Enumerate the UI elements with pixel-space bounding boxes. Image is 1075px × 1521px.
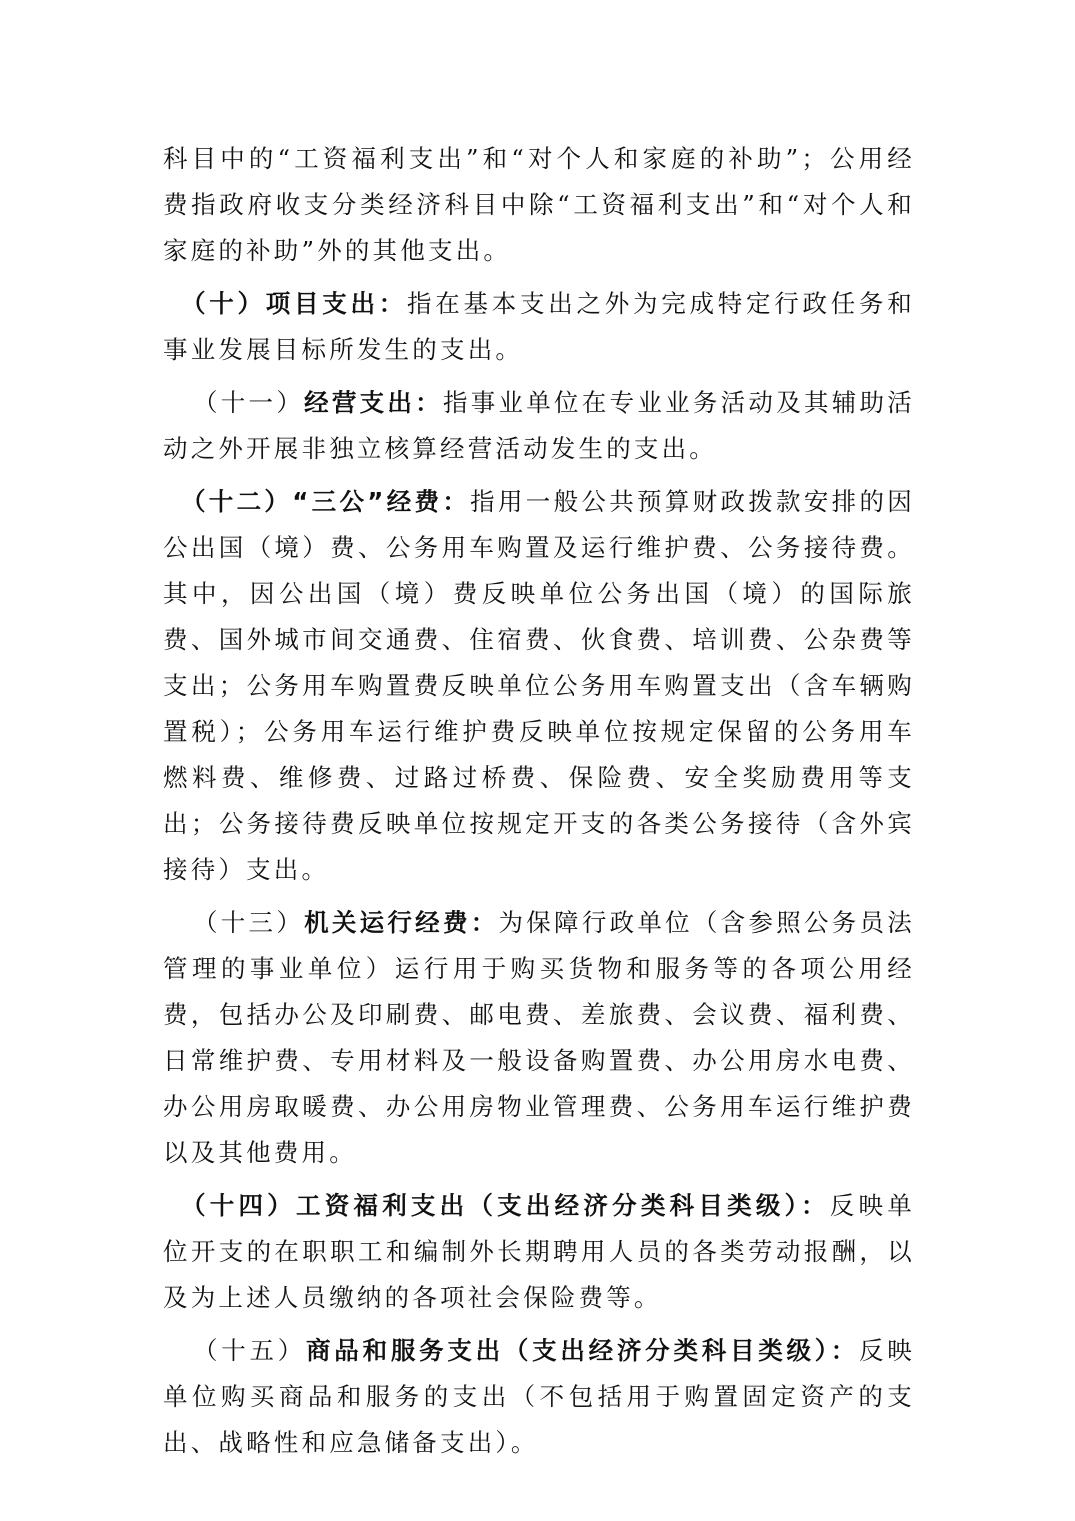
- item-number-label: （十五）: [193, 1336, 307, 1365]
- paragraph-text: 指在基本支出之外为完成特定行政任务和事业发展目标所发生的支出。: [163, 289, 915, 364]
- paragraph-text: 科目中的“工资福利支出”和“对个人和家庭的补助”；公用经费指政府收支分类经济科目中除“工资福利支出”和“对个人和家庭的补助”外的其他支出。: [163, 144, 915, 265]
- paragraph-text: 指用一般公共预算财政拨款安排的因公出国（境）费、公务用车购置及运行维护费、公务接待费。其中，因公出国（境）费反映单位公务出国（境）的国际旅费、国外城市间交通费、住宿费、伙食费、培训费、公杂费等支出；公务用车购置费反映单位公务用车购置支出（含车辆购置税）；公务用车运行维护费反映单位按规定保留的公务用车燃料费、维修费、过路过桥费、保险费、安全奖励费用等支出；公务接待费反映单位按规定开支的各类公务接待（含外宾接待）支出。: [163, 487, 916, 884]
- paragraph-text: 反映单位开支的在职职工和编制外长期聘用人员的各类劳动报酬，以及为上述人员缴纳的各项社会保险费等。: [163, 1191, 915, 1312]
- term-agency-operating-funds: 机关运行经费：: [304, 908, 499, 937]
- paragraph-text: 为保障行政单位（含参照公务员法管理的事业单位）运行用于购买货物和服务等的各项公用经费，包括办公及印刷费、邮电费、差旅费、会议费、福利费、日常维护费、专用材料及一般设备购置费、办公用房水电费、办公用房取暖费、办公用房物业管理费、公务用车运行维护费以及其他费用。: [163, 908, 915, 1167]
- paragraph-continuation: [163, 136, 915, 274]
- document-body: [163, 136, 915, 1473]
- paragraph-item-14: [163, 1183, 915, 1321]
- item-number-label: （十三）: [193, 908, 305, 937]
- term-operating-expenditure: 经营支出：: [304, 388, 443, 417]
- term-three-public-expenses: （十二）“三公”经费：: [181, 487, 471, 516]
- paragraph-item-12: [163, 479, 915, 893]
- paragraph-item-15: [163, 1328, 915, 1466]
- paragraph-text: 反映单位购买商品和服务的支出（不包括用于购置固定资产的支出、战略性和应急储备支出）。: [163, 1336, 915, 1457]
- paragraph-item-11: [163, 380, 915, 472]
- paragraph-item-13: [163, 900, 915, 1176]
- paragraph-text: 指事业单位在专业业务活动及其辅助活动之外开展非独立核算经营活动发生的支出。: [163, 388, 915, 463]
- item-number-label: （十一）: [193, 388, 305, 417]
- term-wages-and-welfare: （十四）工资福利支出（支出经济分类科目类级）：: [181, 1191, 830, 1220]
- term-project-expenditure: （十）项目支出：: [181, 289, 408, 318]
- paragraph-item-10: [163, 281, 915, 373]
- term-goods-and-services: 商品和服务支出（支出经济分类科目类级）：: [306, 1336, 860, 1365]
